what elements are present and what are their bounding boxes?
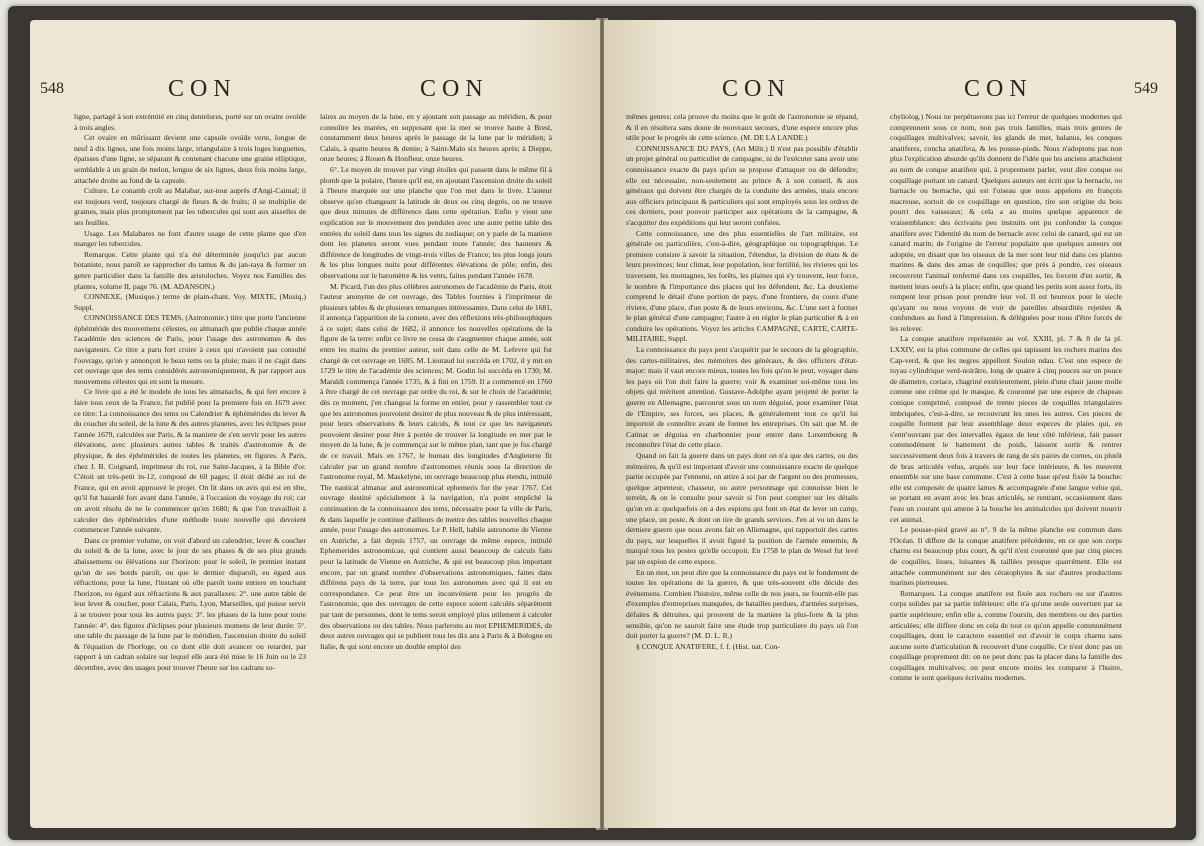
right-page-header bbox=[604, 76, 1176, 108]
paragraph: § CONQUE ANATIFERE, f. f. (Hist. nat. Con- bbox=[636, 641, 780, 651]
paragraph: chyliolog.) Nous ne perpétuerons pas ici l'erreur de quelques modernes qui comprennent sous ce nom, non pas trois familles, mais trois genres de coquillages multivalves; savoir, les glands de mer, balanus, les conques anatiferes, concha anatifera, & les pousse-pieds. Nous n'adoptons pas non plus l'explication absurde qu'ils donnent de l'idée que les anciens attachoient au nom de conque anatifere qui, à proprement parler, veut dire conque ou coquillage portant un canard. Quelques auteurs ont écrit que la bernacle, ou barnacle ou bernache, qui est l'oiseau que nous appelons en françois macreuse, sortoit de ce coquillage en question, tire son origine du bois pourri des vaisseaux; & cela a au moins quelque apparence de vraisemblance: des écrivains peu instruits ont pu confondre la conque anatifere avec l'identité du nom de bernacle avec celui de canard, qui est un canard marin; de l'origine de l'erreur populaire que quelques auteurs ont adoptée, en disant que les oiseaux de la mer sont leur nid dans ces plantes marines & dans des amas de coquilles; que près à pondre, ces oiseaux recouvrent l'animal renfermé dans ces coquilles, les forcent d'en sortir, & mettent leurs oeufs à la place; enfin, que quand les petits sont assez forts, ils rompent leur prison pour prendre leur vol. Il est heureux pour le siecle qu'ayant ou nous voyons de voir de pareilles absurdités rejetées & confondues au fond à l'impression, & déléguées pour nous d'être forcés de les relever. bbox=[890, 112, 1122, 333]
left-page-column-2 bbox=[320, 112, 552, 812]
right-page bbox=[604, 20, 1176, 828]
running-head-left: CON bbox=[168, 76, 237, 102]
running-head-left: CON bbox=[722, 76, 791, 102]
paragraph: Remarques. La conque anatifere est fixée aux rochers ou sur d'autres corps solides par sa partie inférieure: elle n'a qu'une seule ouverture par sa partie supérieure; enfin elle a, comme l'oursin, des membres ou des parties articulées; elle differe donc en cela de tout ce qu'on appelle communément coquillages, dont le caractere essentiel est d'avoir le corps charnu sans aucune sorte d'articulation & recouvert d'une coquille. Ce n'est donc pas un coquillage proprement dit: on ne peut donc pas la placer dans la famille des coquillages multivalves; on peut encore moins les comparer à l'huitre, comme le sont quelques écrivains modernes. bbox=[890, 588, 1122, 683]
running-head-right: CON bbox=[420, 76, 489, 102]
paragraph: Ce livre qui a été le modele de tous les almanachs, & qui fert encore à faire tous ceux de la France, fut publié pour la premiere fois en 1679 avec ce titre: La connoissance des tems ou Calendrier & éphémérides du lever & du coucher du soleil, de la lune & des autres planetes, avec les éclipses pour l'année 1679, calculées sur Paris, & la maniere de s'en servir pour les autres élévations, avec plusieurs autres tables & traités d'astronomie & de physique, & des éphémérides de toutes les planetes, en figures. A Paris, chez J. B. Coignard, imprimeur du roi, rue Saint-Jacques, à la Bible d'or. C'étoit un très-petit in-12, composé de 60 pages; il étoit dédié au roi de France, qui en avoit approuvé le projet. On lit dans un avis qui est en tête, qu'il fut hasardé fort avant dans l'année, à l'occasion du voyage du roi; car on avoit résolu de ne le commencer qu'en 1680; & que l'on travailloit à calculer des éphémérides d'une méthode toute nouvelle qui devoient commencer l'année suivante. bbox=[74, 387, 306, 535]
right-page-column-1 bbox=[626, 112, 858, 812]
paragraph: Quand on fait la guerre dans un pays dont on n'a que des cartes, ou des mémoires, & qu'il est important d'avoir une connoissance exacte de quelque partie occupée par l'ennemi, on attire à soi par de l'argent ou des promesses, quelque arpenteur, chasseur, ou autre personnage qui connoisse bien le terrein, & on le consulte pour savoir si l'on peut compter sur les détails qu'on en a: quelquefois on a des espions qui font en état de lever un camp, une place, un poste, & dont on tire de grands services. J'en ai vu un dans la derniere guerre que nous avons fait en Allemagne, qui rapportoit des cartes du pays, sur lesquelles il avoit figuré la position de l'armée ennemie, & marqué tous les postes qu'elle occupoit. En 1758 le plan de Wesel fut levé par un espion de cette espece. bbox=[626, 451, 858, 566]
page-number: 548 bbox=[40, 80, 64, 97]
page-number: 549 bbox=[1134, 80, 1158, 97]
paragraph: Cet ovaire en mûrissant devient une capsule ovoïde verte, longue de neuf à dix lignes, une fois moins large, triangulaire à trois loges longuettes, épaisses d'une ligne, se séparant & contenant chacune une graine elliptique, semblable à un grain de melon, longue de six lignes, deux fois moins large, attachée droite au fond de la capsule. bbox=[74, 133, 306, 185]
paragraph: Le pousse-pied gravé au n°. 9 de la même planche est commun dans l'Océan. Il differe de la conque anatifere précédente, en ce que son corps charnu est beaucoup plus court, & qu'il n'est couronné que par cinq pieces de coquilles, lisses, luisantes & taillées presque quarrément. Elle est attachée communément sur des cératophytes & sur d'autres productions marines pierreuses. bbox=[890, 525, 1122, 588]
paragraph: M. Picard, l'un des plus célèbres astronomes de l'académie de Paris, étoit l'auteur anonyme de cet ouvrage, des Tables fournies à l'imprimeur de plusieurs tables & de plusieurs remarques intéressantes. Dans celui de 1681, il annonça l'apparition de la comete, avec des réflexions très-philosophiques à ce sujet; dans celui de 1682, il annonce les nouvelles opérations de la figure de la terre: enfin ce livre ne cessa de s'augmenter chaque année, soit entre les mains du premier auteur, soit dans celle de M. Lefevre qui fut chargé de cet ouvrage en 1685. M. Lieutaud lui succéda en 1702, il y mit en 1729 le titre de l'académie des sciences; M. Godin lui succéda en 1730; M. Maraldi commença l'année 1735, & à fini en 1759. Il a commencé en 1760 à être chargé de cet ouvrage par ordre du roi, & sur le choix de l'académie; dès ce moment, j'en changeai la forme en entier, pour y rassembler tout ce que les astronomes pouvoient desirer de plus nouveau & de plus intéressant, pour leurs observations & leurs calculs, & tout ce que les navigateurs pouvoient desirer pour être à portée de trouver la longitude en mer par le moyen de la lune, & je commençai sur le même plan, tant que je fus chargé de ce travail. Mais en 1767, le bureau des longitudes d'Angleterre fit calculer par un grand nombre d'astronomes réunis sous la direction de l'astronome royal, M. Maskelyne, un ouvrage beaucoup plus étendu, intitulé The nautical almanac and astronomical ephemeris for the year 1767. Cet ouvrage destiné spécialement à la navigation, n'a point empêché la continuation de la connoissance des tems, nécessaire pour la ville de Paris, & dans laquelle je continue d'ailleurs de mettre des tables nouvelles chaque année, pour l'usage des astronomes. Le P. Hell, habile astronome de Vienne en Autriche, a fait depuis 1757, un ouvrage de même espece, intitulé Ephemerides astronomicae, qui contient aussi beaucoup de calculs faits pour la latitude de Vienne en Autriche, & qui est beaucoup plus important encore, par un grand nombre d'observations astronomiques, faites dans différens pays de la terre, par tous les astronomes avec qui il est en correspondance. Ce peut être un inconvénient pour les progrès de l'astronomie, que des ouvrages de cette espece soient calculés séparément par tant de personnes, dont le tems seroit employé plus utilement à calculer des observations ou des tables. Nous parlerons au mot EPHEMERIDES, de deux autres ouvrages qui se publient tous les dix ans à Paris & à Bologne en Italie, & qui sont encore un double emploi des bbox=[320, 281, 552, 651]
paragraph: Usage. Les Malabares ne font d'autre usage de cette plante que d'en manger les tubercules. bbox=[74, 228, 306, 249]
paragraph: laires au moyen de la lune, en y ajoutant son passage au méridien, & pour connoître les marées, en supposant que la mer se trouve haute à Brest, constamment deux heures après le passage de la lune par le méridien; à Calais, à quatre heures & demie; à Saint-Malo six heures après; à Dieppe, onze heures; à Rouen & Honfleur, onze heures. bbox=[320, 112, 552, 164]
left-page-column-1 bbox=[74, 112, 306, 812]
paragraph: La conque anatifere représentée au vol. XXIII, pl. 7 & 8 de la pl. LXXIV, est la plus commune de celles qui tapissent les rochers marins des Cap-verd, & que les negres appellent Soulon ndau. C'est une espece de tuyau cylindrique verd-noirâtre, long de quatre à cinq pouces sur un pouce de diametre, coriace, chagriné extérieurement, plein d'une chair jaune molle comme une crème qui le masque, & couronné par une espece de chapeau conique comprimé, composé de trente pieces de coquilles triangulaires imbriquées, c'est-à-dire, se recouvrant les unes les autres. Ces pieces de coquille forment par leur assemblage deux especes de plaies qui, en s'entr'ouvrant par des intervalles égaux de leur côté inférieur, fait passer commodément le battement du poids, laissent sortir & rentrer successivement deux fois à travers de rang de six paires de cornes, ou plutôt de bras articulés velus, arqués sur leur face intérieure, & les meuvent ensemble sur une base commune. C'est à cette base qu'est fixée la bouche: elle est composée de quatre lames & accompagnée d'une langue velue qui, se portant en avant avec les bras articulés, se rentrant, occasionnent dans l'eau un courant qui amene à la bouche les animalcules qui doivent nourrir cet animal. bbox=[890, 334, 1122, 524]
paragraph: 6°. Le moyen de trouver par vingt étoiles qui passent dans le même fil à plomb que la polaire, l'heure qu'il est, en ajoutant l'ascension droite du soleil à l'heure marquée sur une planche que l'on met dans le livre. L'auteur observe qu'en changeant la latitude de deux ou cinq degrés, on ne trouve que deux minutes de différence dans cette opération. Enfin y vient une explication sur le mouvement des pendules avec une autre petite table des entrées du soleil dans tous les signes du zodiaque; on y parle de la maniere dont les planetes seront vues pendant toute l'année; des hauteurs & différence de longitudes de vingt-trois villes de France; les plus longs jours & les plus longues nuits pour différentes élévations de pôle; enfin, des observations sur le baromètre & les vents, faites pendant l'année 1678. bbox=[320, 164, 552, 280]
paragraph: Cette connoissance, une des plus essentielles de l'art militaire, est générale ou particulière, c'est-à-dire, géographique ou topographique. Le premiere consiste à savoir la situation, l'étendue, la division de états & de leurs provinces; leur climat, leur population, leur fertilité, les rivieres qui les traversent, les montagnes, les forêts, les plaines qui s'y trouvent, leur force, le nombre & l'importance des places qui les défendent, &c. La deuxieme comprend le détail d'une portion de pays, d'une frontiere, du cours d'une riviere, d'une place, d'un poste & de leurs environs, &c. L'une sert à former le plan général d'une campagne; l'autre à en régler le plan particulier & à en conduire les opérations. Voyez les articles CAMPAGNE, CARTE, CARTE-MILITAIRE, Suppl. bbox=[626, 228, 858, 344]
paragraph: Culture. Le conamb croît au Malabar, sur-tout auprès d'Angi-Caimal; il est toujours verd, toujours chargé de fleurs & de fruits; il se multiplie de graines, mais plus promptement par les tubercules qui sont aux aisselles de ses feuilles. bbox=[74, 186, 306, 227]
paragraph: CONNOISSANCE DU PAYS, (Art Milit.) Il n'est pas possible d'établir un projet général ou particulier de campagne, ni de l'exécuter sans avoir une connoissance exacte du pays qu'on se propose d'attaquer ou de défendre; elle est nécessaire, non-seulement au prince & à son conseil, & aux généraux qui doivent être chargés de la conduite des armées, mais encore aux officiers principaux & particuliers qui sont employés sous les ordres de ces derniers, pour pouvoir participer aux opérations de la campagne, & s'acquitter des expéditions qui leur seront confiées. bbox=[626, 143, 858, 227]
right-page-column-2 bbox=[890, 112, 1122, 812]
paragraph: CONNEXE, (Musique.) terme de plain-chant. Voy. MIXTE, (Musiq.) Suppl. bbox=[74, 292, 306, 312]
paragraph: CONNOISSANCE DES TEMS, (Astronomie.) titre que porte l'ancienne éphéméride des mouvemens célestes, ou almanach que publie chaque année l'académie des sciences de Paris, pour l'usage des astronomes & des navigateurs. Ce titre a paru fort croire à ceux qui n'avoient pas consulté l'ouvrage, qu'on y annonçoit le beau tems ou la pluie; mais il ne s'agit dans cet ouvrage que des tems considérés astronomiquement, & par rapport aux mouvemens célestes qui en sont la mesure. bbox=[74, 313, 306, 386]
paragraph: Remarque. Cette plante qui n'a été déterminée jusqu'ici par aucun botaniste, nous paroît se rapprocher du tamus & du jan-raya & former un genre particulier dans la famille des aristoloches. Voyez nos Familles des plantes, volume II, page 76. (M. ADANSON.) bbox=[74, 249, 306, 291]
paragraph: La connoissance du pays peut s'acquérir par le secours de la géographie, des cartes-militaires, des mémoires des généraux, & des officiers d'état-major: mais il vaut encore mieux, toutes les fois qu'on le peut, voyager dans les pays où l'on doit faire la guerre; voir & examiner soi-même tous les objets qui méritent attention. Gustave-Adolphe ayant projetté de porter la guerre en Allemagne, parcourut sous un nom déguisé, pour examiner l'état de l'Empire, ses forces, ses places, & généralement tout ce qu'il lui importoit de connoître avant de former les entreprises. On sait que M. de Catinat se déguisa en charbonnier pour entrer dans Luxembourg & reconnoître l'état de cette place. bbox=[626, 345, 858, 450]
running-head-right: CON bbox=[964, 76, 1033, 102]
paragraph: Dans ce premier volume, on voit d'abord un calendrier, lever & coucher du soleil & de la lune, avec le jour de ses phases & de ses plus grands abaissemens ou élévations sur l'horizon: pour le soleil, le premier instant qu'un de ses bords paroît, ou que le dernier disparoît, eu égard aux réfractions; pour la lune, l'instant où elle paroît toute entiere en touchant l'horizon, eu égard aux réfractions & aux parallaxes: 2°. une autre table de leur lever & coucher, pour Calais, Paris, Lyon, Marseilles, qui puisse servir à se trouver pour tous les autres pays: 3°. les phases de la lune pour toute l'année: 4°. des figures d'éclipses pour plusieurs momens de leur durée: 5°. une table du passage de la lune par le méridien, l'ascension droite du soleil & l'équation de l'horloge, ou ce dont elle doit avancer ou retarder, par rapport à un cadran solaire sur lequel elle aura été mise le 16 Juin ou le 23 décembre, avec des usages pour trouver l'heure sur les cadrans so- bbox=[74, 535, 306, 672]
paragraph: En un mot, on peut dire que la connoissance du pays est le fondement de toutes les opérations de la guerre, & que très-souvent elle décide des événemens. Combien l'histoire, même celle de nos jours, ne fournit-elle pas d'exemples d'entreprises manquées, de batailles perdues, d'armées surprises, défaites & détruites, qui prouvent de la maniere la plus-forte & la plus sensible, qu'on ne sauroit faire une étude trop particuliere du pays où l'on doit porter la guerre? (M. D. L. R.) bbox=[626, 567, 858, 641]
left-page bbox=[30, 20, 600, 828]
left-page-header bbox=[30, 76, 600, 108]
paragraph: mêmes genres; cela prouve du moins que le goût de l'astronomie se répand, & il en résultera sans doute de nouveaux secours, d'une espece encore plus utile pour le progrès de cette science. (M. DE LA LANDE.) bbox=[626, 112, 858, 143]
paragraph: ligne, partagé à son extrémité en cinq dentelures, porté sur un ovaire ovoïde à trois angles. bbox=[74, 112, 306, 132]
open-book bbox=[8, 6, 1196, 840]
